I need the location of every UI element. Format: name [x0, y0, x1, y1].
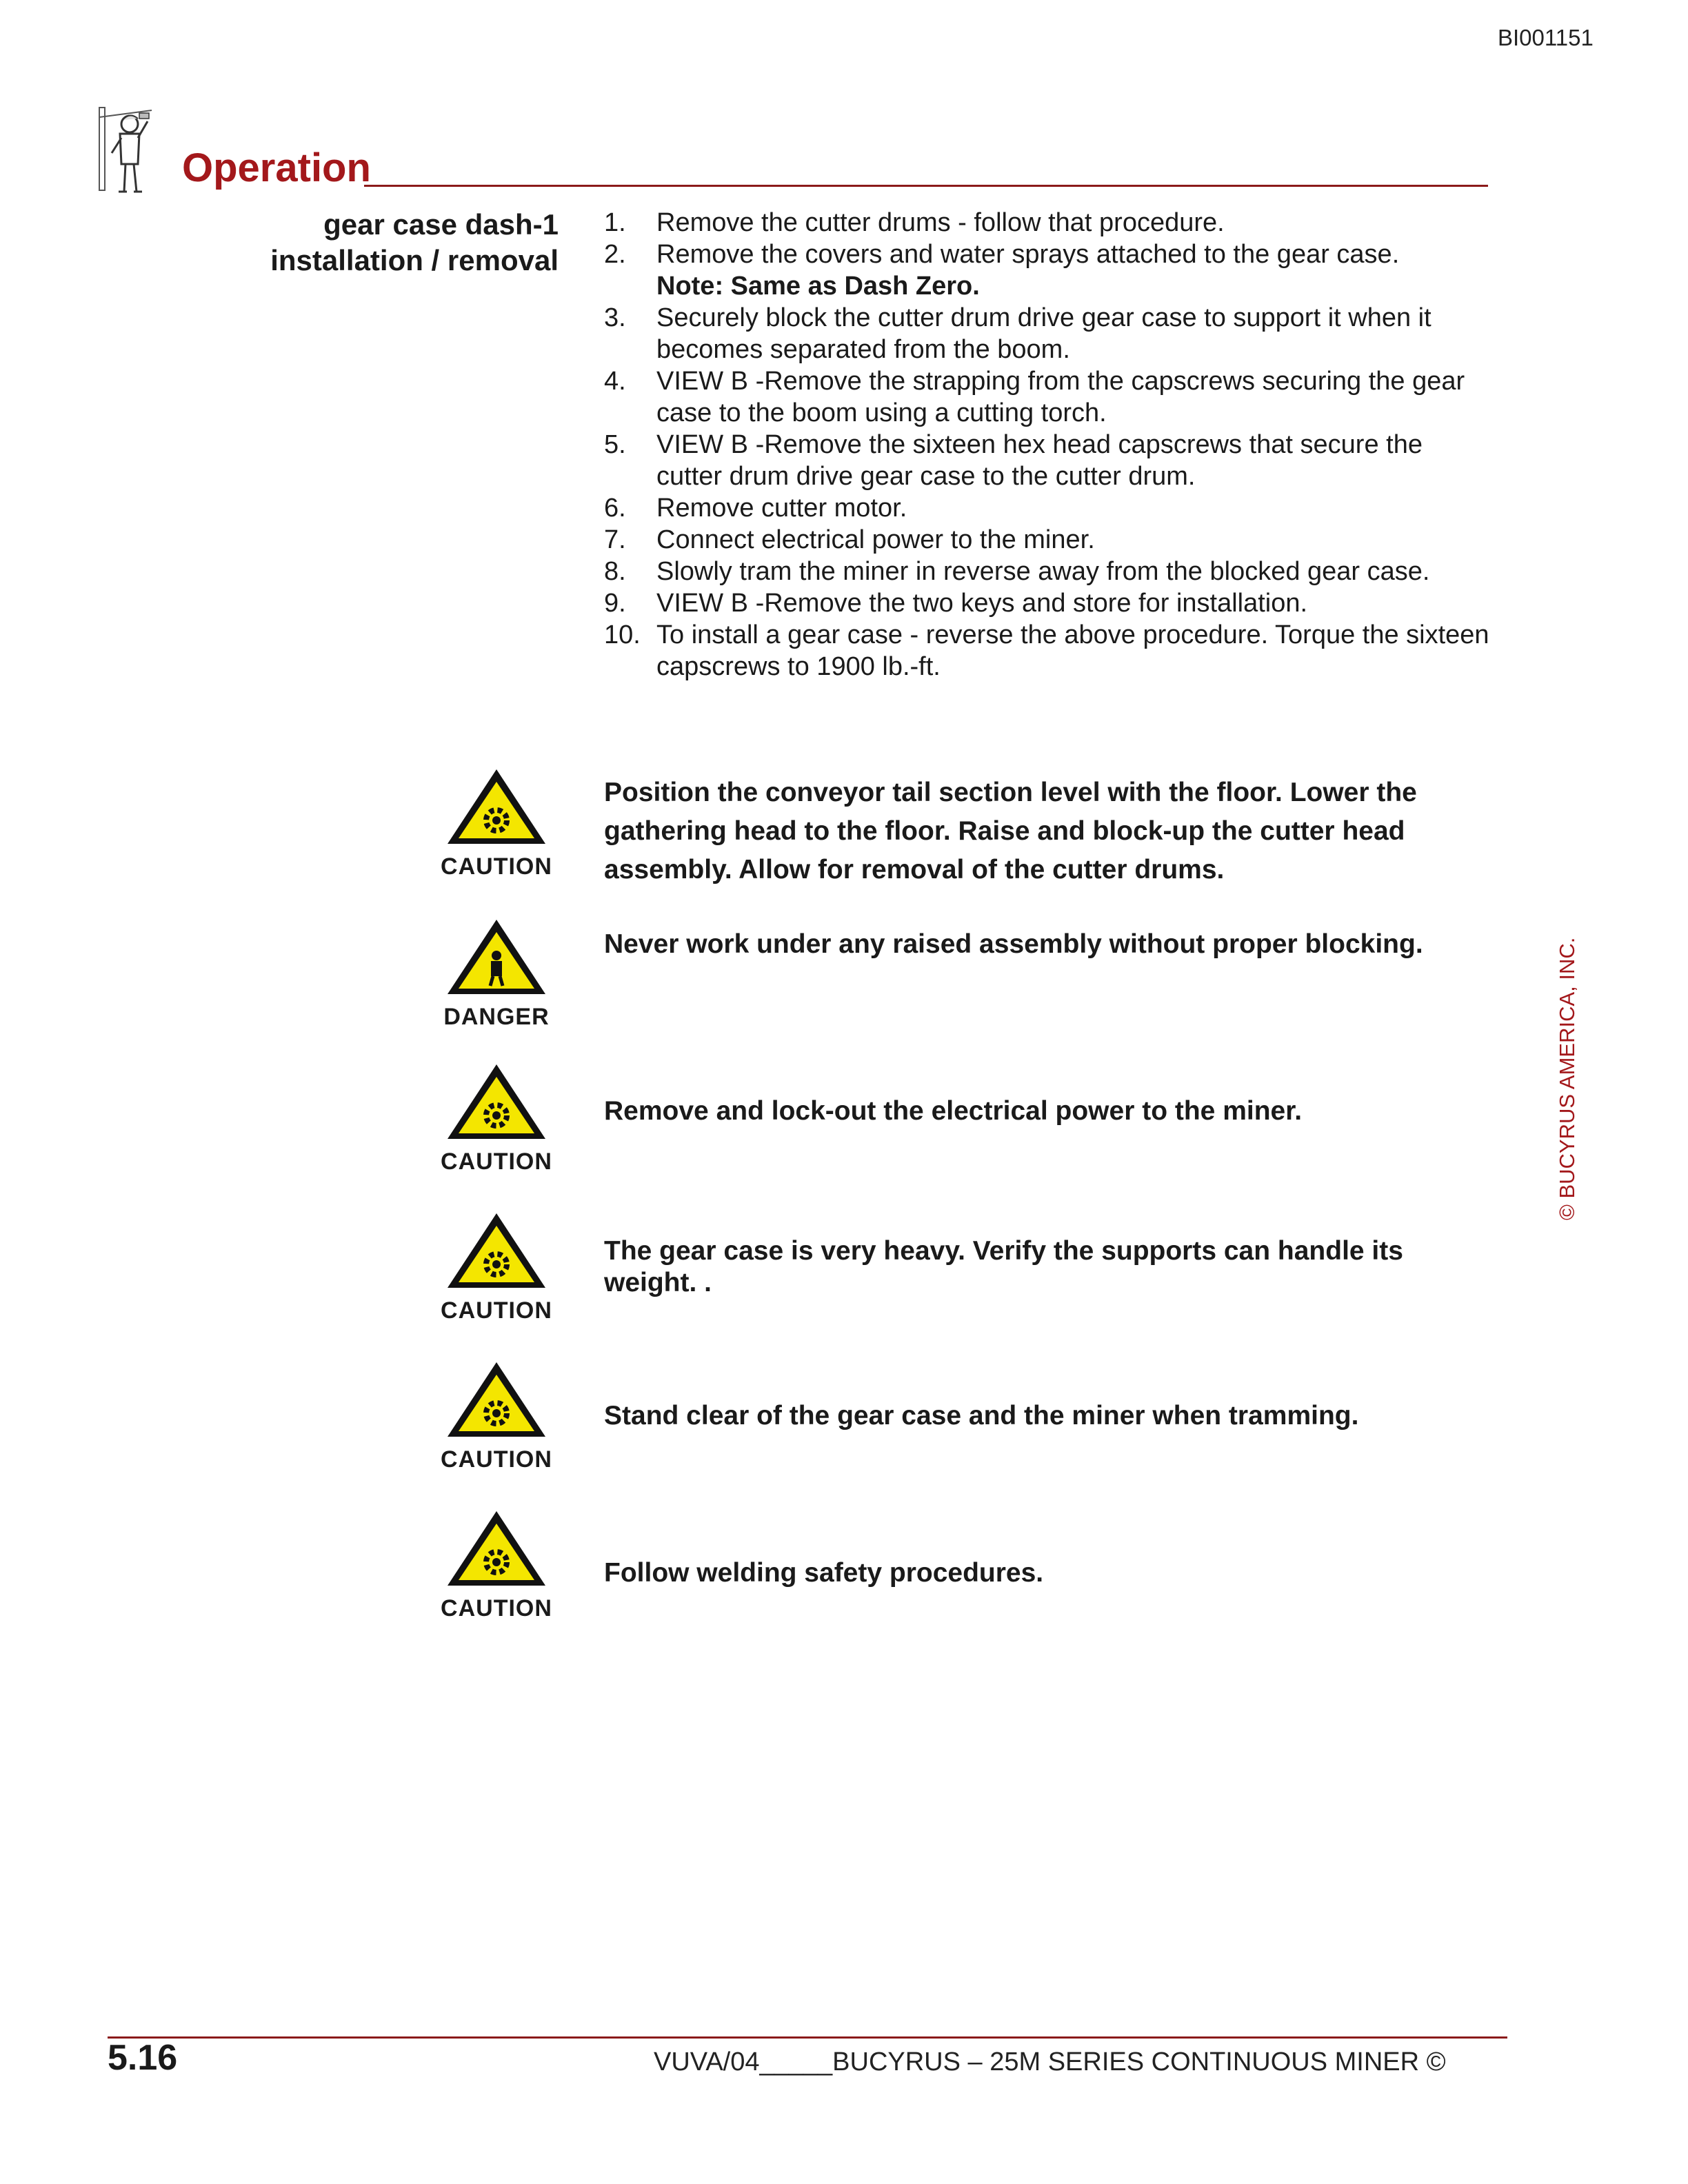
- warning-text: Remove and lock-out the electrical power to the miner.: [604, 1096, 1303, 1126]
- danger-person-icon: [445, 917, 548, 997]
- caution-gear-icon: [445, 767, 548, 847]
- warning-text: Stand clear of the gear case and the miner when tramming.: [604, 1401, 1359, 1430]
- step-text: VIEW B -Remove the two keys and store for installation.: [656, 589, 1308, 618]
- warning-text: Follow welding safety procedures.: [604, 1558, 1044, 1588]
- step-text: To install a gear case - reverse the above procedure. Torque the sixteen capscrews to 1900 lb.-ft.: [656, 620, 1489, 681]
- caution-gear-icon: [445, 1508, 548, 1588]
- procedure-steps: [604, 207, 1494, 682]
- step-text: Connect electrical power to the miner.: [656, 525, 1095, 554]
- step-number: 1.: [604, 208, 626, 237]
- caution-gear-icon: [445, 1211, 548, 1291]
- warning-symbol: [428, 767, 565, 880]
- procedure-heading: [207, 207, 559, 279]
- step-item: [604, 302, 1494, 365]
- caution-gear-icon: [445, 1062, 548, 1142]
- step-text: VIEW B -Remove the strapping from the capscrews securing the gear case to the boom using a cutting torch.: [656, 367, 1465, 427]
- step-number: 10.: [604, 620, 641, 649]
- step-item: [604, 587, 1494, 619]
- page-number: 5.16: [108, 2038, 178, 2078]
- step-item: [604, 619, 1494, 682]
- warning-text: Never work under any raised assembly without proper blocking.: [604, 929, 1423, 959]
- warning-label: CAUTION: [441, 1149, 552, 1175]
- footer-text: VUVA/04_____BUCYRUS – 25M SERIES CONTINUOUS MINER ©: [654, 2048, 1446, 2076]
- step-number: 8.: [604, 557, 626, 586]
- step-text: Slowly tram the miner in reverse away from the blocked gear case.: [656, 557, 1430, 586]
- step-text: Securely block the cutter drum drive gear case to support it when it becomes separated from the boom.: [656, 303, 1431, 364]
- step-text: Remove cutter motor.: [656, 494, 907, 523]
- warning-symbol: [428, 917, 565, 1031]
- step-number: 6.: [604, 494, 626, 523]
- warning-label: CAUTION: [441, 853, 552, 880]
- step-item: [604, 524, 1494, 556]
- step-number: 3.: [604, 303, 626, 332]
- warning-text: The gear case is very heavy. Verify the supports can handle its weight. .: [604, 1236, 1403, 1297]
- step-number: 5.: [604, 430, 626, 459]
- step-item: [604, 429, 1494, 492]
- step-item: [604, 239, 1494, 302]
- warning-symbol: [428, 1062, 565, 1175]
- warning-label: CAUTION: [441, 1446, 552, 1473]
- operator-icon: [97, 103, 165, 200]
- footer-rule: [108, 2036, 1507, 2039]
- caution-gear-icon: [445, 1359, 548, 1439]
- warning-symbol: [428, 1508, 565, 1622]
- warning-label: DANGER: [443, 1004, 550, 1030]
- step-item: [604, 365, 1494, 429]
- warning-label: CAUTION: [441, 1297, 552, 1324]
- step-item: [604, 556, 1494, 587]
- step-text: Remove the covers and water sprays attached to the gear case.: [656, 240, 1400, 269]
- document-id: BI001151: [1498, 25, 1594, 50]
- step-item: [604, 492, 1494, 524]
- step-note: Note: Same as Dash Zero.: [656, 272, 980, 301]
- warning-text: Position the conveyor tail section level with the floor. Lower the gathering head to the floor. Raise and block-up the cutter head assembly. Allow for removal of the cutter drums.: [604, 778, 1417, 884]
- step-text: Remove the cutter drums - follow that procedure.: [656, 208, 1225, 237]
- step-number: 2.: [604, 240, 626, 269]
- warning-symbol: [428, 1359, 565, 1473]
- warning-label: CAUTION: [441, 1595, 552, 1621]
- step-number: 9.: [604, 589, 626, 618]
- section-title: Operation: [182, 145, 371, 190]
- procedure-heading-line1: gear case dash-1: [323, 208, 559, 241]
- step-text: VIEW B -Remove the sixteen hex head capscrews that secure the cutter drum drive gear case to the cutter drum.: [656, 430, 1423, 491]
- title-rule: [364, 185, 1488, 187]
- step-number: 4.: [604, 367, 626, 396]
- procedure-heading-line2: installation / removal: [270, 244, 559, 276]
- warning-symbol: [428, 1211, 565, 1324]
- side-copyright: © BUCYRUS AMERICA, INC.: [1555, 937, 1579, 1220]
- step-number: 7.: [604, 525, 626, 554]
- step-item: [604, 207, 1494, 239]
